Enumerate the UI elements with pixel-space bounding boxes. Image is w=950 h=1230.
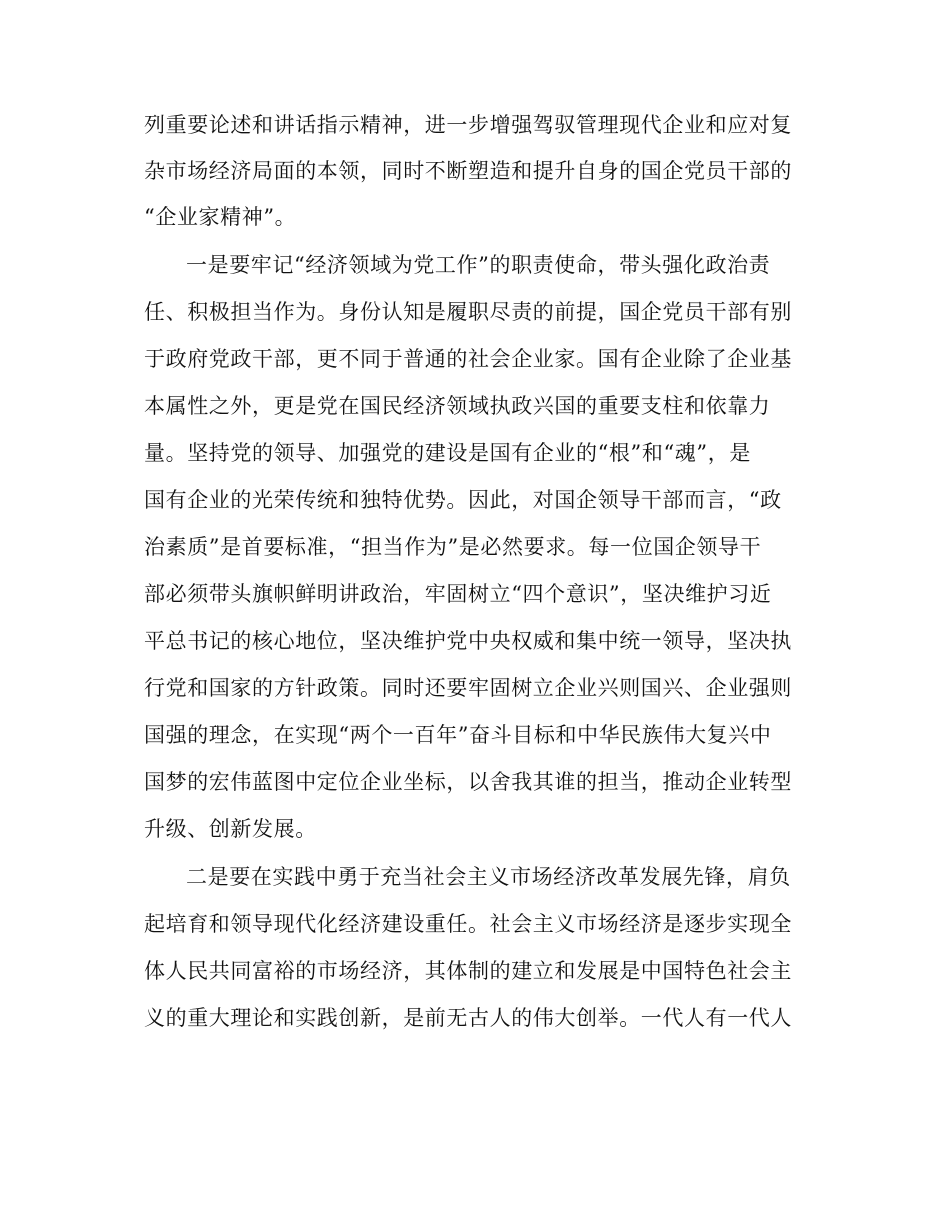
- text-line: 平总书记的核心地位，坚决维护党中央权威和集中统一领导，坚决执: [144, 629, 792, 653]
- text-line: 任、积极担当作为。身份认知是履职尽责的前提，国企党员干部有别: [144, 300, 792, 324]
- text-line: “企业家精神”。: [144, 205, 297, 229]
- text-line: 国强的理念，在实现“两个一百年”奋斗目标和中华民族伟大复兴中: [144, 723, 772, 747]
- text-line: 量。坚持党的领导、加强党的建设是国有企业的“根”和“魂”，是: [144, 441, 751, 465]
- text-line: 部必须带头旗帜鲜明讲政治，牢固树立“四个意识”，坚决维护习近: [144, 582, 772, 606]
- text-line: 于政府党政干部，更不同于普通的社会企业家。国有企业除了企业基: [144, 347, 792, 371]
- text-line: 国有企业的光荣传统和独特优势。因此，对国企领导干部而言，“政: [144, 488, 782, 512]
- text-line: 国梦的宏伟蓝图中定位企业坐标，以舍我其谁的担当，推动企业转型: [144, 770, 792, 794]
- text-line: 本属性之外，更是党在国民经济领域执政兴国的重要支柱和依靠力: [144, 394, 771, 418]
- text-line: 列重要论述和讲话指示精神，进一步增强驾驭管理现代企业和应对复: [144, 113, 792, 137]
- text-line: 杂市场经济局面的本领，同时不断塑造和提升自身的国企党员干部的: [144, 159, 792, 183]
- text-line: 义的重大理论和实践创新，是前无古人的伟大创举。一代人有一代人: [144, 1006, 792, 1030]
- text-line: 升级、创新发展。: [144, 817, 317, 841]
- text-line: 体人民共同富裕的市场经济，其体制的建立和发展是中国特色社会主: [144, 959, 792, 983]
- paragraph-first-line: 二是要在实践中勇于充当社会主义市场经济改革发展先锋，肩负: [186, 865, 791, 889]
- text-line: 起培育和领导现代化经济建设重任。社会主义市场经济是逐步实现全: [144, 912, 792, 936]
- text-line: 行党和国家的方针政策。同时还要牢固树立企业兴则国兴、企业强则: [144, 676, 792, 700]
- text-line: 治素质”是首要标准，“担当作为”是必然要求。每一位国企领导干: [144, 535, 762, 559]
- paragraph-first-line: 一是要牢记“经济领域为党工作”的职责使命，带头强化政治责: [186, 253, 771, 277]
